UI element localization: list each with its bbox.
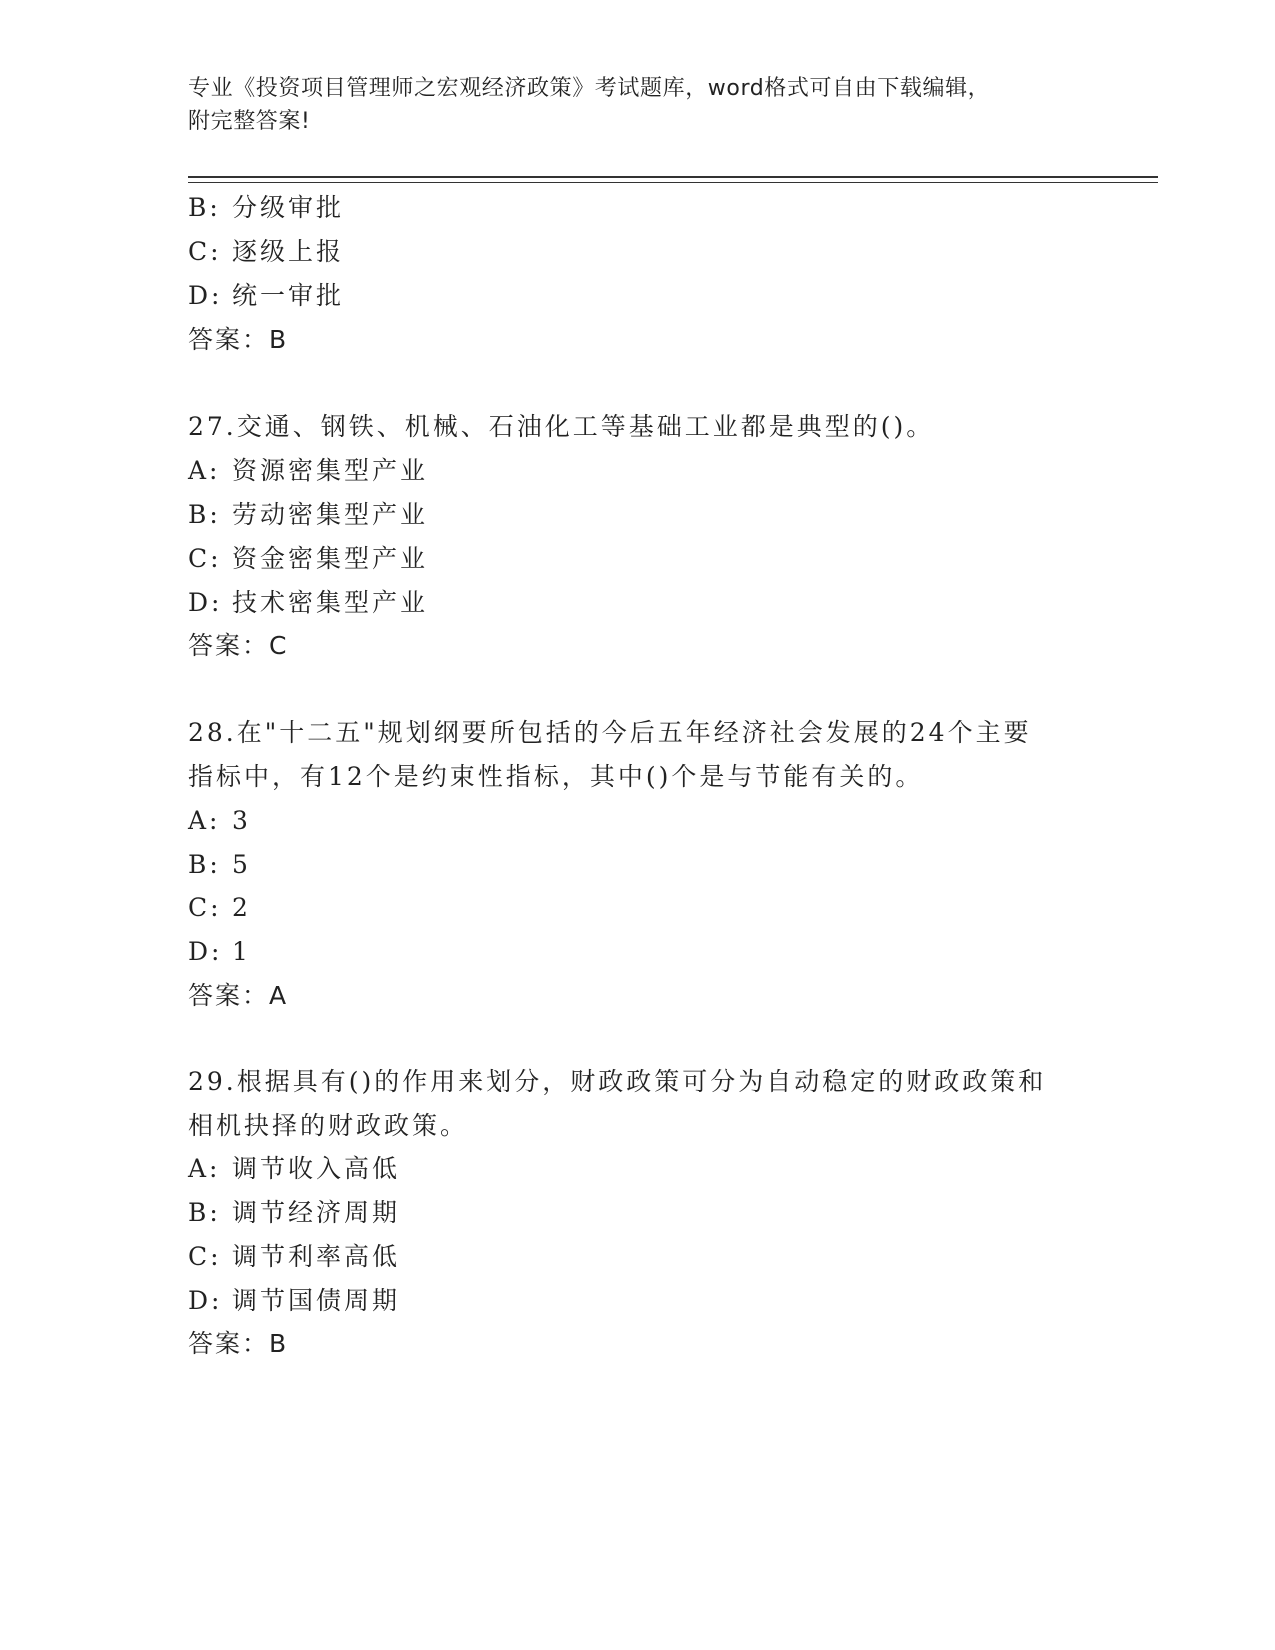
q26-option-d: D: 统一审批 [188, 281, 345, 310]
q27-option-b: B: 劳动密集型产业 [188, 500, 429, 529]
header-line-1: 专业《投资项目管理师之宏观经济政策》考试题库，word格式可自由下载编辑， [188, 76, 991, 101]
q27-option-a: A: 资源密集型产业 [188, 456, 429, 485]
q26-answer: 答案：B [188, 325, 289, 354]
q29-option-d: D: 调节国债周期 [188, 1286, 401, 1315]
q28-option-a: A: 3 [188, 806, 251, 835]
header-divider-thin [188, 182, 1158, 183]
header-line-2: 附完整答案! [188, 109, 311, 134]
q28-option-c: C: 2 [188, 893, 251, 922]
q27-stem: 27.交通、钢铁、机械、石油化工等基础工业都是典型的()。 [188, 412, 935, 441]
q29-stem-line-2: 相机抉择的财政政策。 [188, 1111, 469, 1140]
q28-answer: 答案：A [188, 981, 289, 1010]
q28-stem-line-2: 指标中，有12个是约束性指标，其中()个是与节能有关的。 [188, 762, 924, 791]
q28-stem-line-1: 28.在"十二五"规划纲要所包括的今后五年经济社会发展的24个主要 [188, 718, 1032, 747]
q27-answer: 答案：C [188, 631, 289, 660]
q28-option-d: D: 1 [188, 937, 251, 966]
q29-option-a: A: 调节收入高低 [188, 1154, 401, 1183]
q29-stem-line-1: 29.根据具有()的作用来划分，财政政策可分为自动稳定的财政政策和 [188, 1067, 1047, 1096]
q29-option-b: B: 调节经济周期 [188, 1198, 401, 1227]
q27-option-c: C: 资金密集型产业 [188, 544, 429, 573]
q27-option-d: D: 技术密集型产业 [188, 588, 429, 617]
header-divider-thick [188, 176, 1158, 178]
q29-answer: 答案：B [188, 1329, 289, 1358]
document-header [188, 72, 1068, 138]
q26-option-b: B: 分级审批 [188, 193, 345, 222]
q28-option-b: B: 5 [188, 850, 251, 879]
q29-option-c: C: 调节利率高低 [188, 1242, 401, 1271]
q26-option-c: C: 逐级上报 [188, 237, 345, 266]
